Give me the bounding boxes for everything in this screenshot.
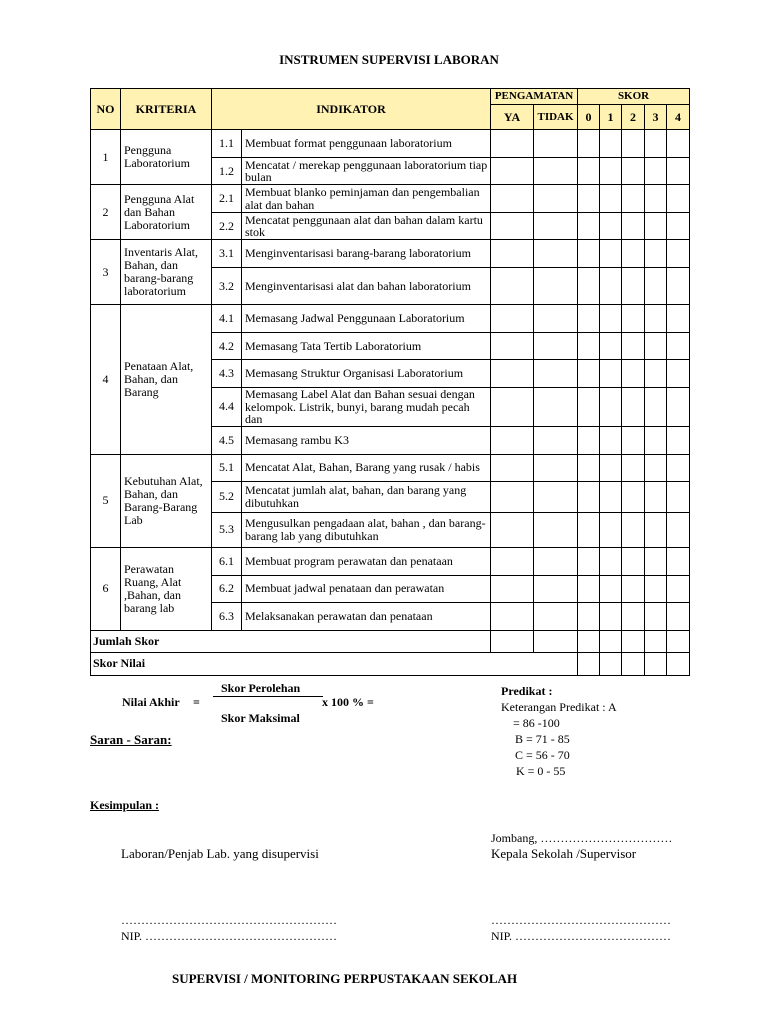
table-row: [91, 454, 690, 481]
ya-cell[interactable]: [491, 454, 534, 481]
ya-cell[interactable]: [491, 360, 534, 388]
skor-3-cell[interactable]: [645, 575, 667, 602]
tidak-cell[interactable]: [534, 481, 578, 512]
skor-nilai-label: Skor Nilai: [91, 652, 578, 675]
skor-4-cell[interactable]: [667, 240, 690, 268]
header-indikator: INDIKATOR: [212, 89, 491, 130]
skor-2-cell[interactable]: [622, 268, 645, 305]
skor-nilai-cell[interactable]: [667, 652, 690, 675]
header-skor-4: 4: [667, 105, 690, 130]
indicator-code: 6.1: [212, 547, 242, 575]
skor-4-cell[interactable]: [667, 185, 690, 213]
skor-nilai-cell[interactable]: [600, 652, 622, 675]
table-row: [91, 130, 690, 158]
ya-cell[interactable]: [491, 547, 534, 575]
fraction-bar: [213, 696, 323, 697]
ya-cell[interactable]: [491, 426, 534, 454]
group-kriteria: Inventaris Alat, Bahan, dan barang-barang laboratorium: [121, 240, 212, 305]
skor-3-cell[interactable]: [645, 360, 667, 388]
indicator-text: Mencatat / merekap penggunaan laboratorium tiap bulan: [242, 158, 491, 185]
indicator-code: 4.3: [212, 360, 242, 388]
indicator-text: Membuat program perawatan dan penataan: [242, 547, 491, 575]
skor-4-cell[interactable]: [667, 575, 690, 602]
jumlah-skor-cell[interactable]: [600, 630, 622, 652]
skor-1-cell[interactable]: [600, 547, 622, 575]
indicator-code: 4.5: [212, 426, 242, 454]
skor-2-cell[interactable]: [622, 388, 645, 427]
skor-2-cell[interactable]: [622, 575, 645, 602]
ya-cell[interactable]: [491, 333, 534, 360]
tidak-cell[interactable]: [534, 333, 578, 360]
group-number: 4: [91, 305, 121, 455]
skor-0-cell[interactable]: [578, 333, 600, 360]
ya-cell[interactable]: [491, 305, 534, 333]
left-signature-line: ………………………………………………: [121, 913, 337, 927]
indicator-code: 4.1: [212, 305, 242, 333]
indicator-code: 3.2: [212, 268, 242, 305]
skor-4-cell[interactable]: [667, 512, 690, 547]
header-skor-0: 0: [578, 105, 600, 130]
table-row: [91, 185, 690, 213]
jumlah-skor-label: Jumlah Skor: [91, 630, 491, 652]
place-date-line: Jombang, ……………………………: [491, 831, 673, 845]
skor-0-cell[interactable]: [578, 512, 600, 547]
indicator-text: Mencatat penggunaan alat dan bahan dalam kartu stok: [242, 213, 491, 240]
indicator-text: Memasang Label Alat dan Bahan sesuai dengan kelompok. Listrik, bunyi, barang mudah pecah dan: [242, 388, 491, 427]
saran-heading: Saran - Saran:: [90, 732, 172, 747]
predikat-line: B = 71 - 85: [515, 732, 570, 746]
table-row: [91, 547, 690, 575]
group-number: 5: [91, 454, 121, 547]
skor-0-cell[interactable]: [578, 130, 600, 158]
skor-4-cell[interactable]: [667, 547, 690, 575]
formula-multiplier: x 100 % =: [322, 695, 374, 709]
header-skor-1: 1: [600, 105, 622, 130]
skor-3-cell[interactable]: [645, 388, 667, 427]
skor-3-cell[interactable]: [645, 481, 667, 512]
skor-4-cell[interactable]: [667, 481, 690, 512]
jumlah-skor-ya-cell[interactable]: [491, 630, 534, 652]
jumlah-skor-tidak-cell[interactable]: [534, 630, 578, 652]
tidak-cell[interactable]: [534, 268, 578, 305]
group-number: 3: [91, 240, 121, 305]
indicator-text: Memasang Jadwal Penggunaan Laboratorium: [242, 305, 491, 333]
indicator-code: 3.1: [212, 240, 242, 268]
jumlah-skor-cell[interactable]: [645, 630, 667, 652]
supervision-instrument-table: [90, 88, 690, 676]
skor-0-cell[interactable]: [578, 268, 600, 305]
indicator-text: Membuat blanko peminjaman dan pengembalian alat dan bahan: [242, 185, 491, 213]
skor-4-cell[interactable]: [667, 213, 690, 240]
skor-1-cell[interactable]: [600, 213, 622, 240]
ya-cell[interactable]: [491, 268, 534, 305]
skor-2-cell[interactable]: [622, 481, 645, 512]
skor-3-cell[interactable]: [645, 240, 667, 268]
formula-numerator: Skor Perolehan: [221, 681, 301, 695]
skor-1-cell[interactable]: [600, 512, 622, 547]
skor-1-cell[interactable]: [600, 305, 622, 333]
jumlah-skor-cell[interactable]: [622, 630, 645, 652]
skor-2-cell[interactable]: [622, 454, 645, 481]
ya-cell[interactable]: [491, 575, 534, 602]
tidak-cell[interactable]: [534, 454, 578, 481]
right-nip: NIP. …………………………………: [491, 929, 672, 943]
indicator-code: 6.3: [212, 602, 242, 630]
left-nip: NIP. …………………………………………: [121, 929, 338, 943]
tidak-cell[interactable]: [534, 213, 578, 240]
skor-2-cell[interactable]: [622, 240, 645, 268]
skor-1-cell[interactable]: [600, 158, 622, 185]
skor-1-cell[interactable]: [600, 185, 622, 213]
skor-4-cell[interactable]: [667, 602, 690, 630]
group-kriteria: Pengguna Laboratorium: [121, 130, 212, 185]
tidak-cell[interactable]: [534, 360, 578, 388]
indicator-code: 4.2: [212, 333, 242, 360]
header-skor: SKOR: [578, 89, 690, 105]
skor-3-cell[interactable]: [645, 185, 667, 213]
skor-3-cell[interactable]: [645, 333, 667, 360]
ya-cell[interactable]: [491, 388, 534, 427]
ya-cell[interactable]: [491, 185, 534, 213]
skor-2-cell[interactable]: [622, 360, 645, 388]
skor-0-cell[interactable]: [578, 454, 600, 481]
skor-0-cell[interactable]: [578, 602, 600, 630]
skor-2-cell[interactable]: [622, 547, 645, 575]
header-skor-2: 2: [622, 105, 645, 130]
header-skor-3: 3: [645, 105, 667, 130]
indicator-text: Memasang Struktur Organisasi Laboratorium: [242, 360, 491, 388]
indicator-text: Menginventarisasi barang-barang laboratorium: [242, 240, 491, 268]
indicator-text: Memasang Tata Tertib Laboratorium: [242, 333, 491, 360]
group-kriteria: Kebutuhan Alat, Bahan, dan Barang-Barang Lab: [121, 454, 212, 547]
predikat-line: = 86 -100: [513, 716, 560, 730]
skor-2-cell[interactable]: [622, 305, 645, 333]
skor-1-cell[interactable]: [600, 454, 622, 481]
indicator-text: Membuat jadwal penataan dan perawatan: [242, 575, 491, 602]
jumlah-skor-cell[interactable]: [578, 630, 600, 652]
skor-3-cell[interactable]: [645, 454, 667, 481]
indicator-text: Menginventarisasi alat dan bahan laboratorium: [242, 268, 491, 305]
skor-2-cell[interactable]: [622, 185, 645, 213]
skor-2-cell[interactable]: [622, 333, 645, 360]
indicator-code: 2.1: [212, 185, 242, 213]
ya-cell[interactable]: [491, 602, 534, 630]
skor-2-cell[interactable]: [622, 602, 645, 630]
header-pengamatan: PENGAMATAN: [491, 89, 578, 105]
skor-0-cell[interactable]: [578, 213, 600, 240]
skor-0-cell[interactable]: [578, 185, 600, 213]
skor-4-cell[interactable]: [667, 388, 690, 427]
skor-4-cell[interactable]: [667, 454, 690, 481]
tidak-cell[interactable]: [534, 130, 578, 158]
skor-1-cell[interactable]: [600, 240, 622, 268]
indicator-text: Membuat format penggunaan laboratorium: [242, 130, 491, 158]
skor-3-cell[interactable]: [645, 130, 667, 158]
skor-3-cell[interactable]: [645, 305, 667, 333]
skor-3-cell[interactable]: [645, 268, 667, 305]
header-ya: YA: [491, 105, 534, 130]
skor-0-cell[interactable]: [578, 305, 600, 333]
indicator-code: 5.2: [212, 481, 242, 512]
header-no: NO: [91, 89, 121, 130]
group-kriteria: Perawatan Ruang, Alat ,Bahan, dan barang lab: [121, 547, 212, 630]
ya-cell[interactable]: [491, 158, 534, 185]
header-kriteria: KRITERIA: [121, 89, 212, 130]
predikat-heading: Predikat :: [501, 684, 553, 698]
skor-2-cell[interactable]: [622, 512, 645, 547]
indicator-text: Mengusulkan pengadaan alat, bahan , dan barang- barang lab yang dibutuhkan: [242, 512, 491, 547]
skor-1-cell[interactable]: [600, 268, 622, 305]
skor-1-cell[interactable]: [600, 426, 622, 454]
skor-4-cell[interactable]: [667, 305, 690, 333]
nilai-akhir-equals: =: [193, 695, 200, 709]
skor-0-cell[interactable]: [578, 575, 600, 602]
skor-4-cell[interactable]: [667, 333, 690, 360]
tidak-cell[interactable]: [534, 185, 578, 213]
ya-cell[interactable]: [491, 130, 534, 158]
footer-title: SUPERVISI / MONITORING PERPUSTAKAAN SEKOLAH: [172, 971, 518, 986]
indicator-code: 1.2: [212, 158, 242, 185]
group-kriteria: Penataan Alat, Bahan, dan Barang: [121, 305, 212, 455]
skor-0-cell[interactable]: [578, 426, 600, 454]
skor-4-cell[interactable]: [667, 360, 690, 388]
skor-0-cell[interactable]: [578, 388, 600, 427]
indicator-text: Mencatat Alat, Bahan, Barang yang rusak / habis: [242, 454, 491, 481]
predikat-keterangan: Keterangan Predikat : A: [501, 700, 617, 714]
skor-0-cell[interactable]: [578, 547, 600, 575]
tidak-cell[interactable]: [534, 602, 578, 630]
indicator-code: 5.1: [212, 454, 242, 481]
skor-1-cell[interactable]: [600, 602, 622, 630]
indicator-code: 4.4: [212, 388, 242, 427]
jumlah-skor-cell[interactable]: [667, 630, 690, 652]
skor-2-cell[interactable]: [622, 158, 645, 185]
skor-nilai-cell[interactable]: [645, 652, 667, 675]
skor-nilai-cell[interactable]: [578, 652, 600, 675]
skor-3-cell[interactable]: [645, 547, 667, 575]
group-number: 1: [91, 130, 121, 185]
group-number: 6: [91, 547, 121, 630]
skor-1-cell[interactable]: [600, 130, 622, 158]
ya-cell[interactable]: [491, 240, 534, 268]
left-signatory-role: Laboran/Penjab Lab. yang disupervisi: [121, 846, 319, 861]
tidak-cell[interactable]: [534, 426, 578, 454]
skor-4-cell[interactable]: [667, 158, 690, 185]
right-signatory-role: Kepala Sekolah /Supervisor: [491, 846, 637, 861]
group-number: 2: [91, 185, 121, 240]
indicator-text: Melaksanakan perawatan dan penataan: [242, 602, 491, 630]
skor-nilai-cell[interactable]: [622, 652, 645, 675]
kesimpulan-heading: Kesimpulan :: [90, 798, 160, 812]
skor-1-cell[interactable]: [600, 481, 622, 512]
skor-2-cell[interactable]: [622, 130, 645, 158]
skor-2-cell[interactable]: [622, 426, 645, 454]
skor-3-cell[interactable]: [645, 158, 667, 185]
tidak-cell[interactable]: [534, 547, 578, 575]
skor-2-cell[interactable]: [622, 213, 645, 240]
skor-3-cell[interactable]: [645, 602, 667, 630]
skor-1-cell[interactable]: [600, 333, 622, 360]
tidak-cell[interactable]: [534, 158, 578, 185]
skor-0-cell[interactable]: [578, 158, 600, 185]
skor-0-cell[interactable]: [578, 481, 600, 512]
skor-0-cell[interactable]: [578, 240, 600, 268]
indicator-text: Memasang rambu K3: [242, 426, 491, 454]
nilai-akhir-label: Nilai Akhir: [122, 695, 180, 709]
indicator-code: 1.1: [212, 130, 242, 158]
group-kriteria: Pengguna Alat dan Bahan Laboratorium: [121, 185, 212, 240]
skor-1-cell[interactable]: [600, 360, 622, 388]
table-row: [91, 240, 690, 268]
ya-cell[interactable]: [491, 213, 534, 240]
skor-1-cell[interactable]: [600, 575, 622, 602]
indicator-code: 6.2: [212, 575, 242, 602]
skor-3-cell[interactable]: [645, 213, 667, 240]
indicator-text: Mencatat jumlah alat, bahan, dan barang yang dibutuhkan: [242, 481, 491, 512]
tidak-cell[interactable]: [534, 240, 578, 268]
document-title: INSTRUMEN SUPERVISI LABORAN: [279, 52, 499, 67]
tidak-cell[interactable]: [534, 512, 578, 547]
tidak-cell[interactable]: [534, 305, 578, 333]
skor-0-cell[interactable]: [578, 360, 600, 388]
table-row: [91, 305, 690, 333]
tidak-cell[interactable]: [534, 575, 578, 602]
skor-4-cell[interactable]: [667, 268, 690, 305]
header-tidak: TIDAK: [534, 105, 578, 130]
predikat-line: K = 0 - 55: [516, 764, 566, 778]
tidak-cell[interactable]: [534, 388, 578, 427]
skor-4-cell[interactable]: [667, 130, 690, 158]
right-signature-line: ………………………………………: [491, 913, 671, 927]
skor-3-cell[interactable]: [645, 426, 667, 454]
skor-3-cell[interactable]: [645, 512, 667, 547]
indicator-code: 2.2: [212, 213, 242, 240]
formula-denominator: Skor Maksimal: [221, 711, 300, 725]
indicator-code: 5.3: [212, 512, 242, 547]
ya-cell[interactable]: [491, 512, 534, 547]
skor-4-cell[interactable]: [667, 426, 690, 454]
skor-1-cell[interactable]: [600, 388, 622, 427]
ya-cell[interactable]: [491, 481, 534, 512]
predikat-line: C = 56 - 70: [515, 748, 570, 762]
